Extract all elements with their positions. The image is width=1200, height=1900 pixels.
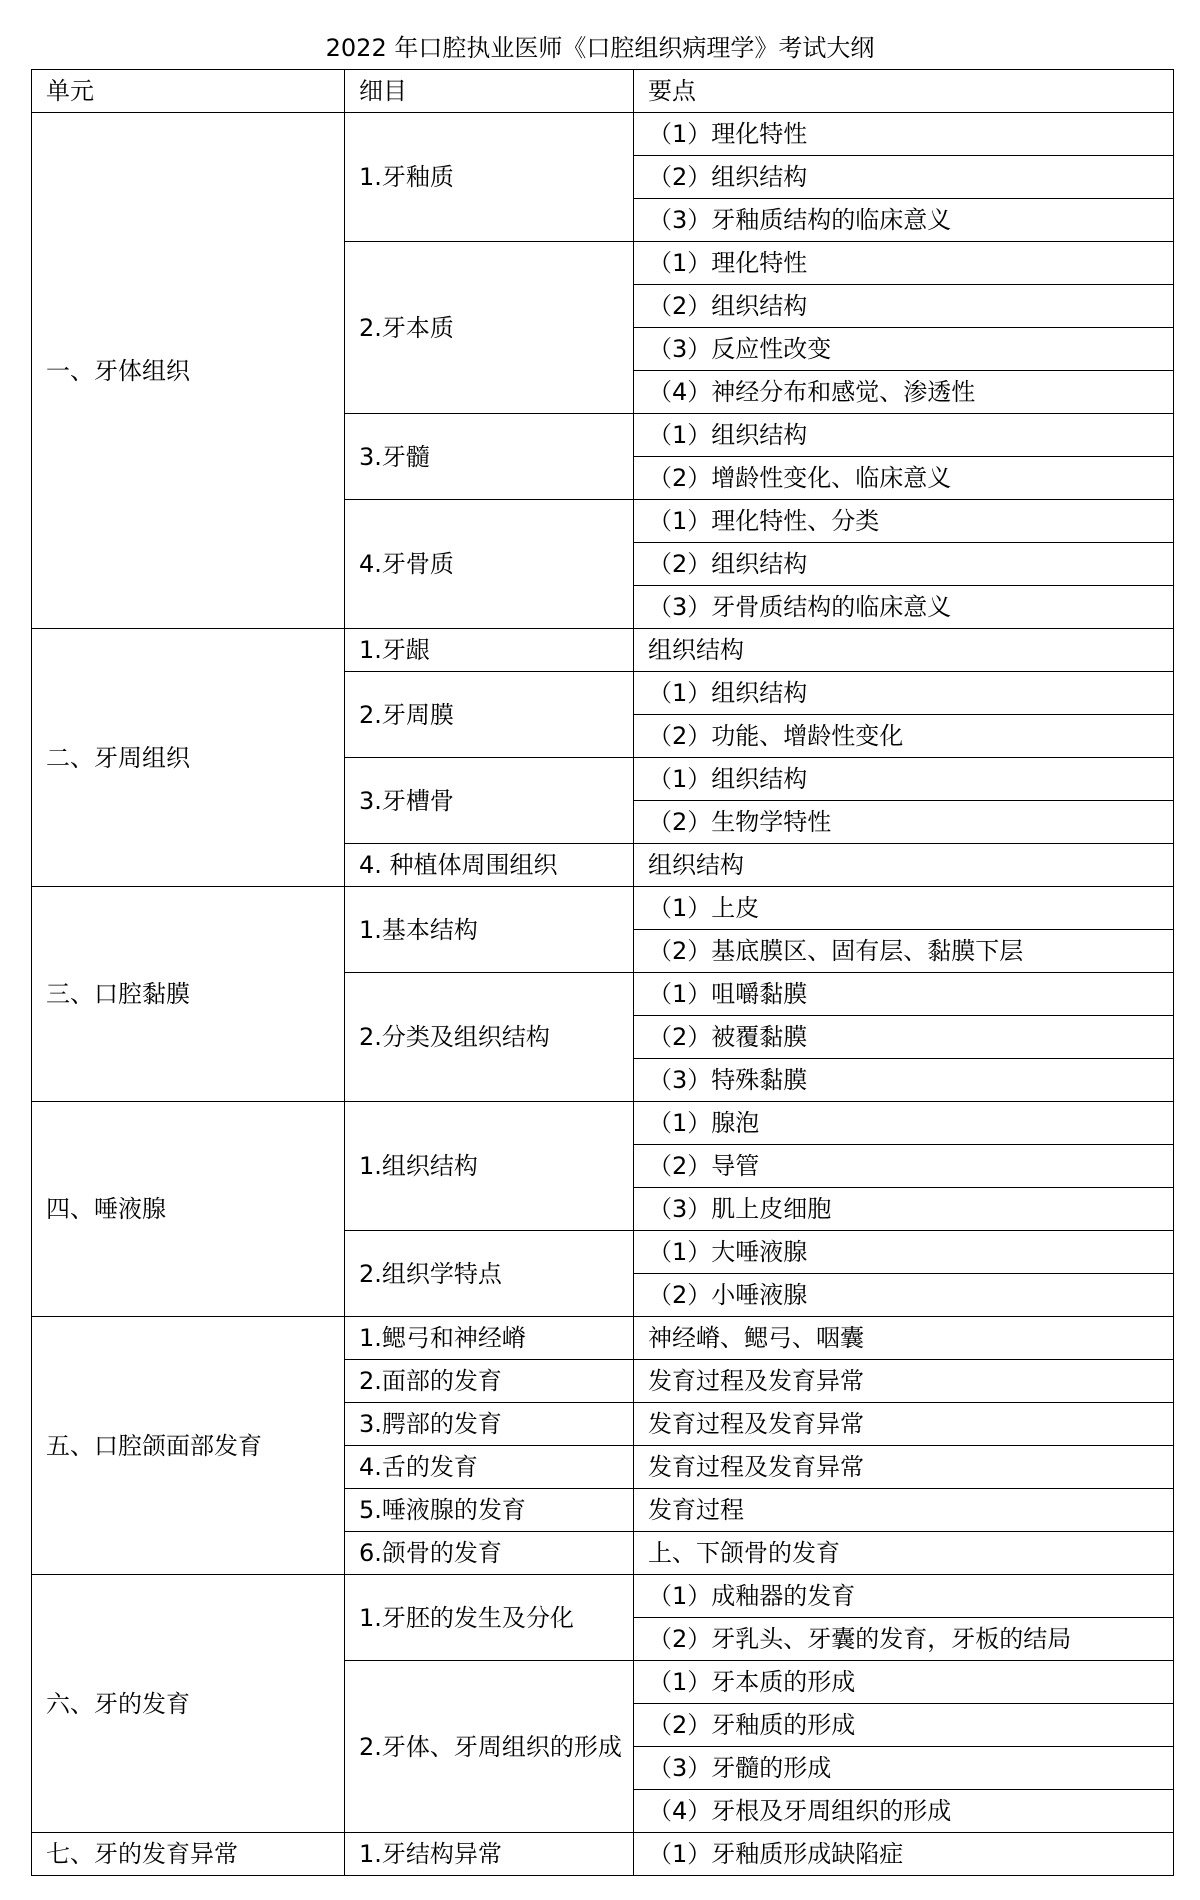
point-cell: （1）组织结构 bbox=[634, 414, 1174, 457]
point-cell: （1）腺泡 bbox=[634, 1102, 1174, 1145]
item-cell: 3.牙槽骨 bbox=[345, 758, 634, 844]
point-cell: （3）反应性改变 bbox=[634, 328, 1174, 371]
item-cell: 2.分类及组织结构 bbox=[345, 973, 634, 1102]
point-cell: （1）上皮 bbox=[634, 887, 1174, 930]
point-cell: （1）理化特性 bbox=[634, 242, 1174, 285]
unit-cell: 七、牙的发育异常 bbox=[32, 1833, 345, 1876]
point-cell: （4）牙根及牙周组织的形成 bbox=[634, 1790, 1174, 1833]
point-cell: （1）理化特性 bbox=[634, 113, 1174, 156]
item-cell: 2.牙周膜 bbox=[345, 672, 634, 758]
table-row bbox=[32, 1102, 1174, 1145]
point-cell: （4）神经分布和感觉、渗透性 bbox=[634, 371, 1174, 414]
point-cell: （1）大唾液腺 bbox=[634, 1231, 1174, 1274]
point-cell: （1）理化特性、分类 bbox=[634, 500, 1174, 543]
item-cell: 4.牙骨质 bbox=[345, 500, 634, 629]
header-item: 细目 bbox=[345, 70, 634, 113]
unit-cell: 三、口腔黏膜 bbox=[32, 887, 345, 1102]
table-row bbox=[32, 1317, 1174, 1360]
item-cell: 1.牙釉质 bbox=[345, 113, 634, 242]
exam-outline-table bbox=[31, 69, 1174, 1876]
point-cell: （2）生物学特性 bbox=[634, 801, 1174, 844]
point-cell: （2）基底膜区、固有层、黏膜下层 bbox=[634, 930, 1174, 973]
point-cell: （1）成釉器的发育 bbox=[634, 1575, 1174, 1618]
unit-cell: 四、唾液腺 bbox=[32, 1102, 345, 1317]
point-cell: 发育过程 bbox=[634, 1489, 1174, 1532]
point-cell: （1）牙本质的形成 bbox=[634, 1661, 1174, 1704]
item-cell: 1.牙结构异常 bbox=[345, 1833, 634, 1876]
item-cell: 3.腭部的发育 bbox=[345, 1403, 634, 1446]
point-cell: 发育过程及发育异常 bbox=[634, 1403, 1174, 1446]
point-cell: （1）组织结构 bbox=[634, 672, 1174, 715]
header-row bbox=[32, 70, 1174, 113]
item-cell: 5.唾液腺的发育 bbox=[345, 1489, 634, 1532]
item-cell: 6.颌骨的发育 bbox=[345, 1532, 634, 1575]
item-cell: 4.舌的发育 bbox=[345, 1446, 634, 1489]
point-cell: （2）牙釉质的形成 bbox=[634, 1704, 1174, 1747]
point-cell: （2）增龄性变化、临床意义 bbox=[634, 457, 1174, 500]
point-cell: 组织结构 bbox=[634, 629, 1174, 672]
header-unit: 单元 bbox=[32, 70, 345, 113]
table-row bbox=[32, 887, 1174, 930]
point-cell: （2）牙乳头、牙囊的发育，牙板的结局 bbox=[634, 1618, 1174, 1661]
item-cell: 1.组织结构 bbox=[345, 1102, 634, 1231]
point-cell: （2）小唾液腺 bbox=[634, 1274, 1174, 1317]
item-cell: 1.鳃弓和神经嵴 bbox=[345, 1317, 634, 1360]
point-cell: （2）功能、增龄性变化 bbox=[634, 715, 1174, 758]
item-cell: 1.基本结构 bbox=[345, 887, 634, 973]
item-cell: 2.面部的发育 bbox=[345, 1360, 634, 1403]
point-cell: （3）肌上皮细胞 bbox=[634, 1188, 1174, 1231]
item-cell: 2.牙本质 bbox=[345, 242, 634, 414]
item-cell: 4. 种植体周围组织 bbox=[345, 844, 634, 887]
point-cell: （3）牙髓的形成 bbox=[634, 1747, 1174, 1790]
header-point: 要点 bbox=[634, 70, 1174, 113]
point-cell: （3）牙釉质结构的临床意义 bbox=[634, 199, 1174, 242]
point-cell: （2）被覆黏膜 bbox=[634, 1016, 1174, 1059]
point-cell: （2）组织结构 bbox=[634, 285, 1174, 328]
item-cell: 1.牙龈 bbox=[345, 629, 634, 672]
point-cell: （3）牙骨质结构的临床意义 bbox=[634, 586, 1174, 629]
unit-cell: 一、牙体组织 bbox=[32, 113, 345, 629]
table-row bbox=[32, 629, 1174, 672]
document-title: 2022 年口腔执业医师《口腔组织病理学》考试大纲 bbox=[325, 34, 875, 62]
unit-cell: 六、牙的发育 bbox=[32, 1575, 345, 1833]
point-cell: （2）组织结构 bbox=[634, 543, 1174, 586]
point-cell: 组织结构 bbox=[634, 844, 1174, 887]
item-cell: 2.牙体、牙周组织的形成 bbox=[345, 1661, 634, 1833]
point-cell: 发育过程及发育异常 bbox=[634, 1446, 1174, 1489]
point-cell: 神经嵴、鳃弓、咽囊 bbox=[634, 1317, 1174, 1360]
unit-cell: 五、口腔颌面部发育 bbox=[32, 1317, 345, 1575]
point-cell: （2）导管 bbox=[634, 1145, 1174, 1188]
point-cell: 发育过程及发育异常 bbox=[634, 1360, 1174, 1403]
unit-cell: 二、牙周组织 bbox=[32, 629, 345, 887]
item-cell: 2.组织学特点 bbox=[345, 1231, 634, 1317]
table-row bbox=[32, 113, 1174, 156]
point-cell: （1）咀嚼黏膜 bbox=[634, 973, 1174, 1016]
table-row bbox=[32, 1833, 1174, 1876]
item-cell: 3.牙髓 bbox=[345, 414, 634, 500]
point-cell: （1）组织结构 bbox=[634, 758, 1174, 801]
point-cell: （2）组织结构 bbox=[634, 156, 1174, 199]
item-cell: 1.牙胚的发生及分化 bbox=[345, 1575, 634, 1661]
point-cell: （3）特殊黏膜 bbox=[634, 1059, 1174, 1102]
point-cell: （1）牙釉质形成缺陷症 bbox=[634, 1833, 1174, 1876]
table-row bbox=[32, 1575, 1174, 1618]
point-cell: 上、下颌骨的发育 bbox=[634, 1532, 1174, 1575]
